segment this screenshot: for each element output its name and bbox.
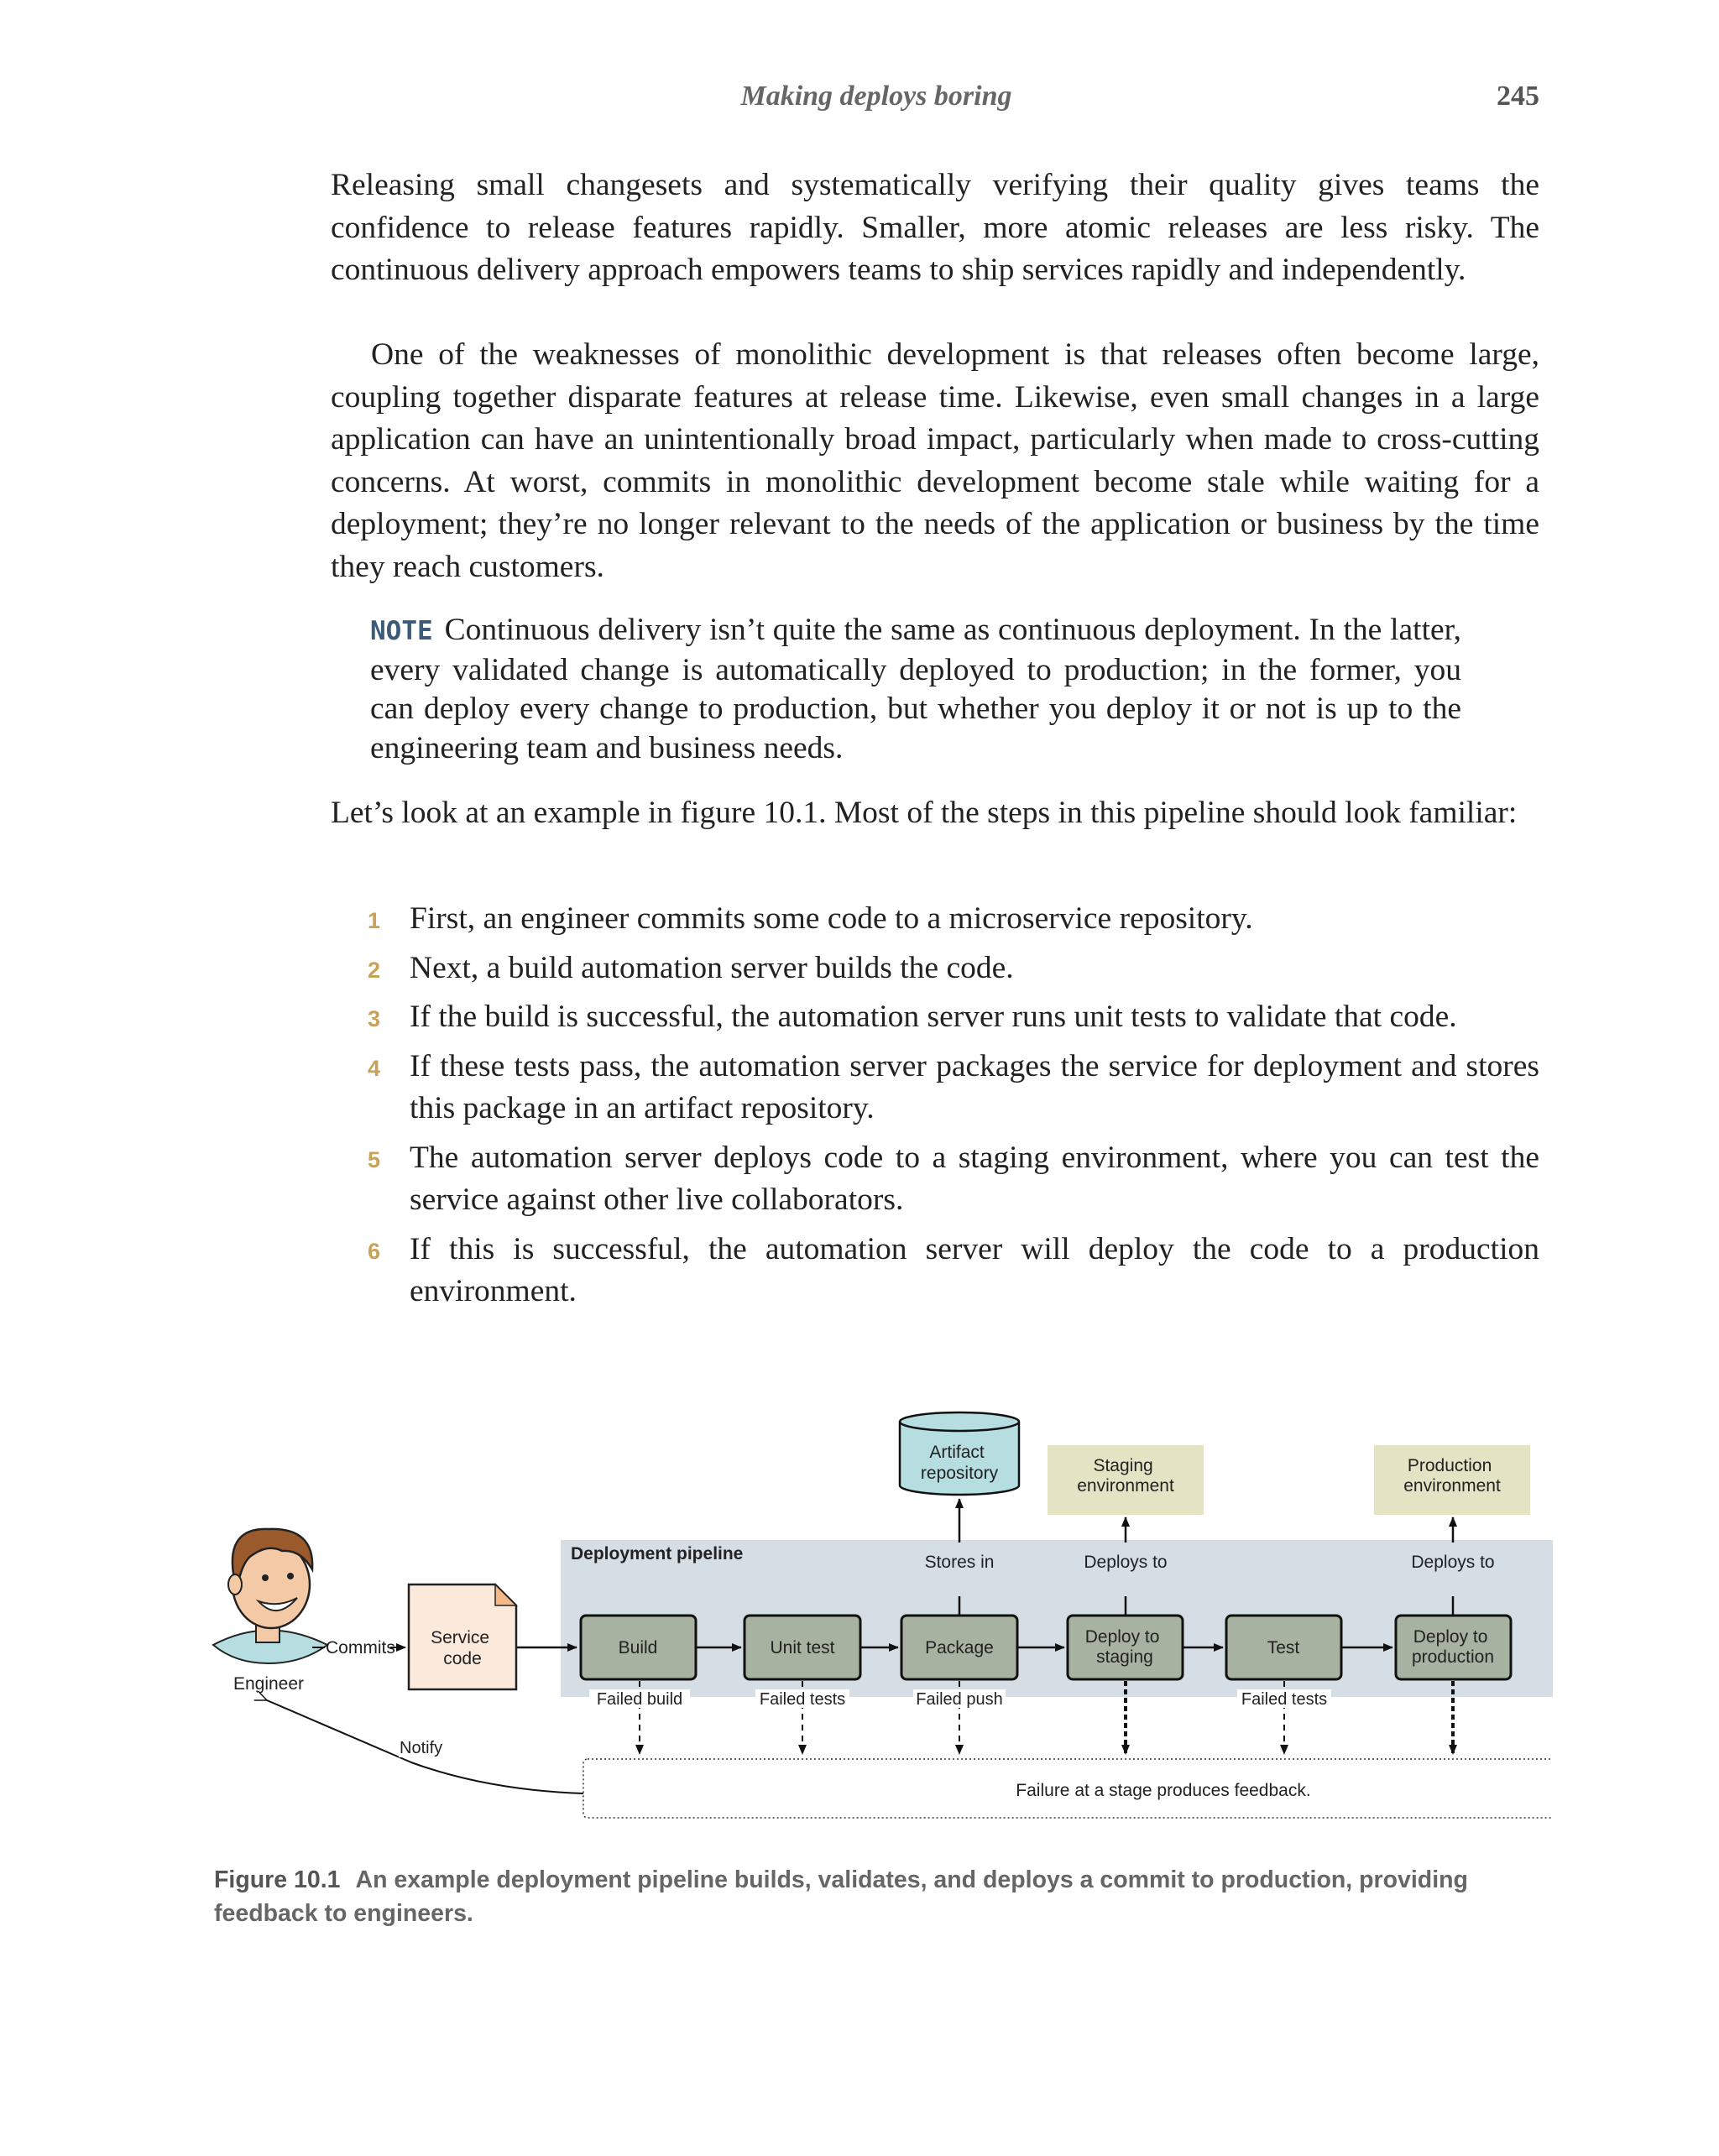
step-number: 5	[368, 1146, 381, 1172]
failed-build-label: Failed build	[596, 1690, 683, 1709]
paragraph-1	[331, 164, 1539, 292]
artifact-repository-label: Artifact repository	[920, 1443, 999, 1483]
pipeline-title: Deployment pipeline	[571, 1544, 744, 1563]
step-text: If these tests pass, the automation server packages the service for deployment and stores this package in an artifact repository.	[410, 1048, 1539, 1125]
list-item	[366, 1046, 1539, 1130]
paragraph-3-text: Let’s look at an example in figure 10.1. Most of the steps in this pipeline should look familiar:	[331, 796, 1518, 830]
figure-number: Figure 10.1	[214, 1866, 341, 1893]
feedback-label: Failure at a stage produces feedback.	[1016, 1781, 1311, 1800]
step-number: 6	[368, 1238, 381, 1264]
note-label: NOTE	[370, 616, 433, 646]
paragraph-2-text: One of the weaknesses of monolithic development is that releases often become large, coupling together disparate features at release time. Likewise, even small changes in a large application can have an unintentionally broad impact, particularly when made to cross-cutting concerns. At worst, commits in monolithic development become stale while waiting for a deployment; they’re no longer relevant to the needs of the application or business by the time they reach customers.	[331, 337, 1539, 584]
figure-caption	[214, 1863, 1540, 1930]
step-text: Next, a build automation server builds the code.	[410, 950, 1014, 985]
deploy-staging-stage-label: Deploy to staging	[1084, 1627, 1160, 1667]
failure-label-push	[913, 1689, 1006, 1709]
unit-test-stage-label: Unit test	[770, 1638, 835, 1657]
service-code-label: Service code	[431, 1628, 490, 1668]
running-head	[331, 81, 1539, 117]
step-text: If the build is successful, the automation server runs unit tests to validate that code.	[410, 1000, 1457, 1034]
deploys-to-production-label: Deploys to	[1411, 1553, 1495, 1572]
note-block	[370, 611, 1461, 768]
paragraph-2	[331, 334, 1539, 588]
engineer-label: Engineer	[233, 1674, 305, 1694]
list-item	[366, 996, 1539, 1039]
engineer-avatar	[213, 1529, 327, 1663]
step-text: First, an engineer commits some code to a microservice repository.	[410, 901, 1253, 936]
note-text: Continuous delivery isn’t quite the same as continuous deployment. In the latter, every validated change is automatically deployed to production; in the former, you can deploy every change to production, but whether you deploy it or not is up to the engineering team and business needs.	[370, 613, 1461, 765]
failure-label-unit-tests	[755, 1689, 849, 1709]
staging-environment-label: Staging environment	[1077, 1456, 1174, 1496]
failure-label-tests	[1237, 1689, 1331, 1709]
test-stage-label: Test	[1267, 1638, 1300, 1657]
build-stage-label: Build	[618, 1638, 658, 1657]
package-stage-label: Package	[925, 1638, 994, 1657]
deploys-to-staging-label: Deploys to	[1084, 1553, 1168, 1572]
step-text: The automation server deploys code to a staging environment, where you can test the service against other live collaborators.	[410, 1140, 1539, 1217]
steps-list	[366, 898, 1539, 1320]
notify-label: Notify	[400, 1739, 443, 1757]
paragraph-1-text: Releasing small changesets and systematically verifying their quality gives teams the confidence to release features rapidly. Smaller, more atomic releases are less risky. The continuous delivery approach empowers teams to ship services rapidly and independently.	[331, 168, 1539, 287]
running-title: Making deploys boring	[740, 81, 1012, 112]
failed-push-label: Failed push	[916, 1690, 1003, 1709]
pipeline-diagram	[210, 1402, 1553, 1855]
list-item	[366, 947, 1539, 990]
step-number: 1	[368, 908, 381, 933]
step-number: 3	[368, 1006, 381, 1031]
commits-label: Commits	[326, 1638, 395, 1657]
list-item	[366, 898, 1539, 941]
production-environment-label: Production environment	[1403, 1456, 1501, 1496]
step-number: 4	[368, 1055, 381, 1081]
list-item	[366, 1137, 1539, 1222]
deploy-production-stage-label: Deploy to production	[1411, 1627, 1495, 1667]
page-number: 245	[1497, 81, 1539, 112]
list-item	[366, 1229, 1539, 1313]
step-number: 2	[368, 957, 381, 983]
failed-unit-tests-label: Failed tests	[759, 1690, 846, 1709]
paragraph-3	[331, 792, 1539, 835]
stores-in-label: Stores in	[924, 1553, 995, 1572]
step-text: If this is successful, the automation server will deploy the code to a production environment.	[410, 1231, 1539, 1308]
caption-text: An example deployment pipeline builds, validates, and deploys a commit to production, providing feedback to engineers.	[214, 1866, 1468, 1927]
failed-tests-label: Failed tests	[1241, 1690, 1328, 1709]
figure-10-1	[210, 1402, 1553, 1855]
failure-label-build	[589, 1689, 690, 1709]
